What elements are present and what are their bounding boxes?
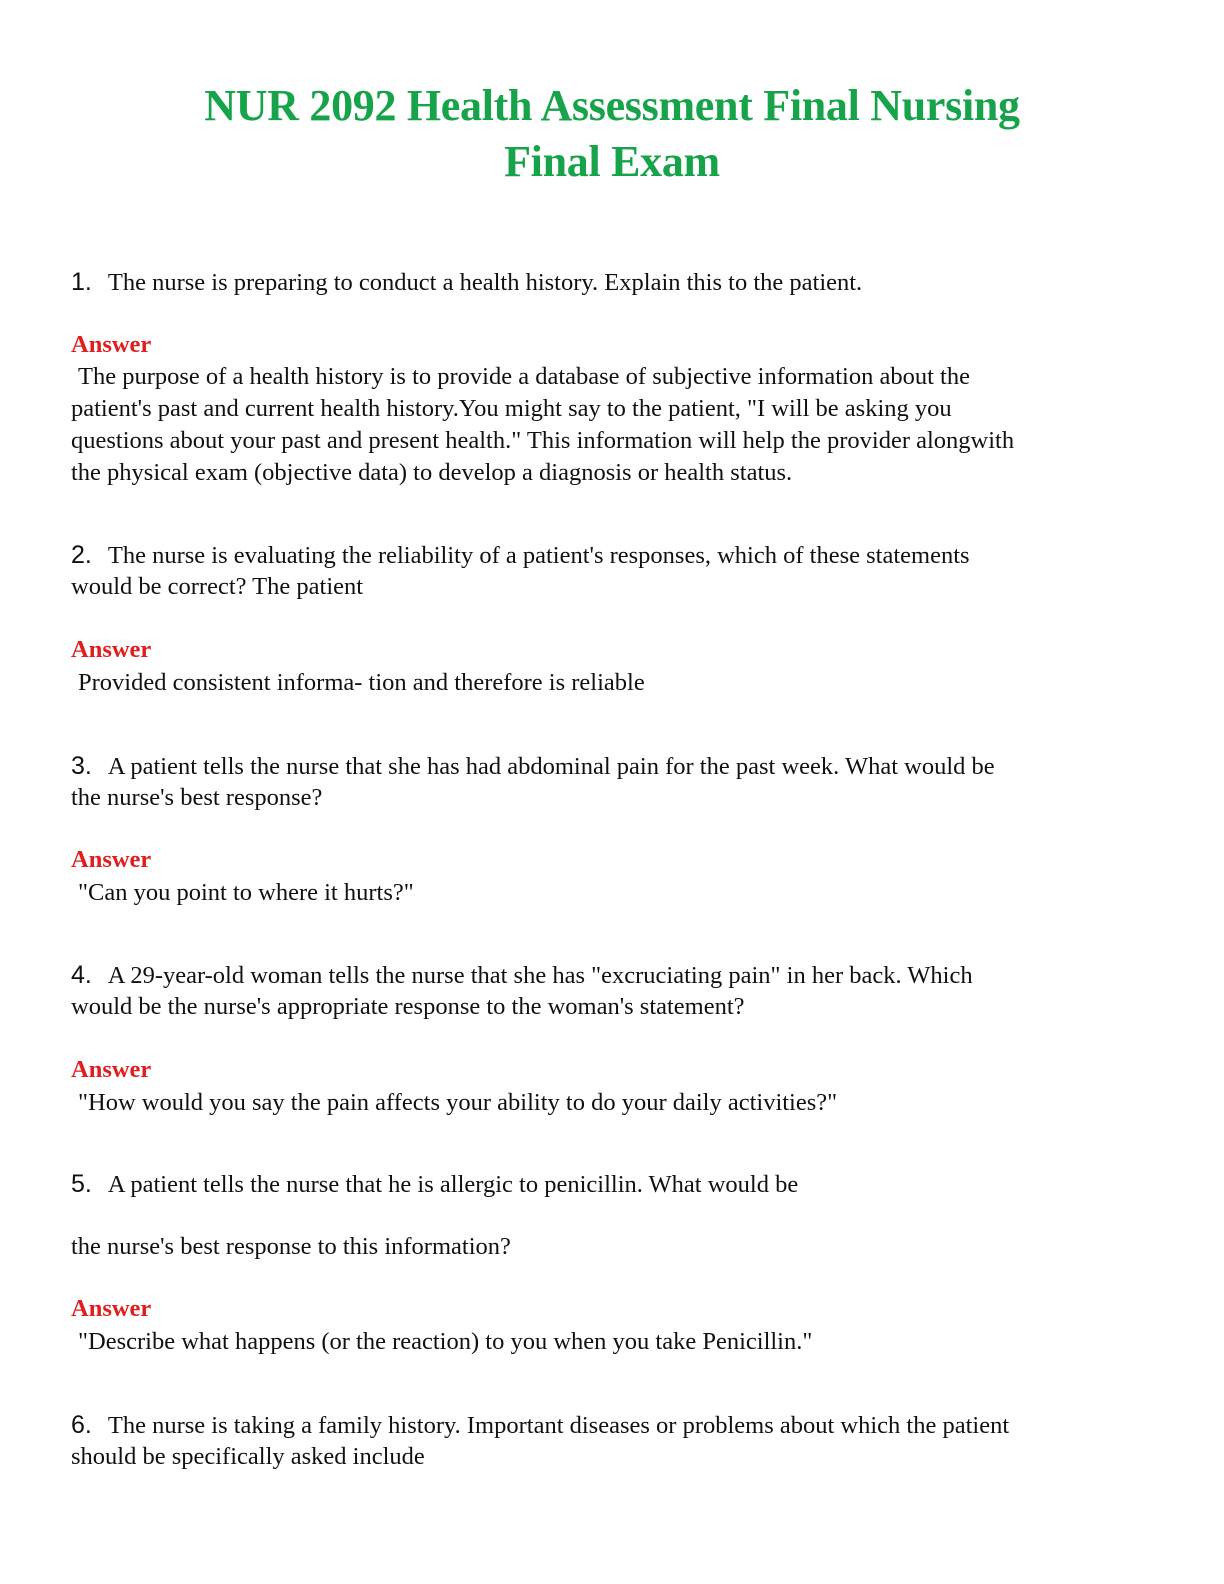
- answer-4-line-1: "How would you say the pain affects your ability to do your daily activities?": [78, 1089, 838, 1116]
- question-text: A patient tells the nurse that he is allergic to penicillin. What would be: [107, 1171, 799, 1198]
- question-3: [71, 750, 1161, 783]
- document-title-line-1: NUR 2092 Health Assessment Final Nursing: [204, 81, 1020, 130]
- question-text: The nurse is preparing to conduct a health history. Explain this to the patient.: [107, 269, 863, 296]
- question-4-line-2: would be the nurse's appropriate response to the woman's statement?: [71, 993, 745, 1020]
- answer-1-line-1: The purpose of a health history is to provide a database of subjective information about the: [78, 363, 970, 390]
- question-6: [71, 1409, 1161, 1442]
- question-text: A 29-year-old woman tells the nurse that she has "excruciating pain" in her back. Which: [107, 962, 973, 989]
- question-3-line-2: the nurse's best response?: [71, 784, 323, 811]
- answer-1-line-3: questions about your past and present health." This information will help the provider alongwith: [71, 427, 1015, 454]
- question-text: The nurse is evaluating the reliability of a patient's responses, which of these statements: [107, 542, 970, 569]
- answer-2-line-1: Provided consistent informa- tion and therefore is reliable: [78, 669, 645, 696]
- question-number: 6.: [71, 1411, 92, 1439]
- question-4: [71, 959, 1161, 992]
- answer-1-line-4: the physical exam (objective data) to develop a diagnosis or health status.: [71, 459, 793, 486]
- question-number: 2.: [71, 541, 92, 569]
- answer-label-5: Answer: [71, 1295, 152, 1322]
- question-1: [71, 266, 1161, 299]
- question-text: The nurse is taking a family history. Important diseases or problems about which the patient: [107, 1412, 1010, 1439]
- answer-label-2: Answer: [71, 636, 152, 663]
- question-2-line-2: would be correct? The patient: [71, 573, 364, 600]
- question-6-line-2: should be specifically asked include: [71, 1443, 425, 1470]
- question-2: [71, 539, 1161, 572]
- answer-5-line-1: "Describe what happens (or the reaction) to you when you take Penicillin.": [78, 1328, 813, 1355]
- question-number: 3.: [71, 752, 92, 780]
- answer-3-line-1: "Can you point to where it hurts?": [78, 879, 414, 906]
- question-number: 1.: [71, 268, 92, 296]
- question-text: A patient tells the nurse that she has had abdominal pain for the past week. What would be: [107, 753, 995, 780]
- answer-label-1: Answer: [71, 331, 152, 358]
- question-5: [71, 1168, 1161, 1201]
- answer-1-line-2: patient's past and current health history.You might say to the patient, "I will be asking you: [71, 395, 952, 422]
- answer-label-4: Answer: [71, 1056, 152, 1083]
- document-title-line-2: Final Exam: [504, 137, 720, 186]
- question-number: 5.: [71, 1170, 92, 1198]
- question-number: 4.: [71, 961, 92, 989]
- answer-label-3: Answer: [71, 846, 152, 873]
- question-5-line-2: the nurse's best response to this information?: [71, 1233, 511, 1260]
